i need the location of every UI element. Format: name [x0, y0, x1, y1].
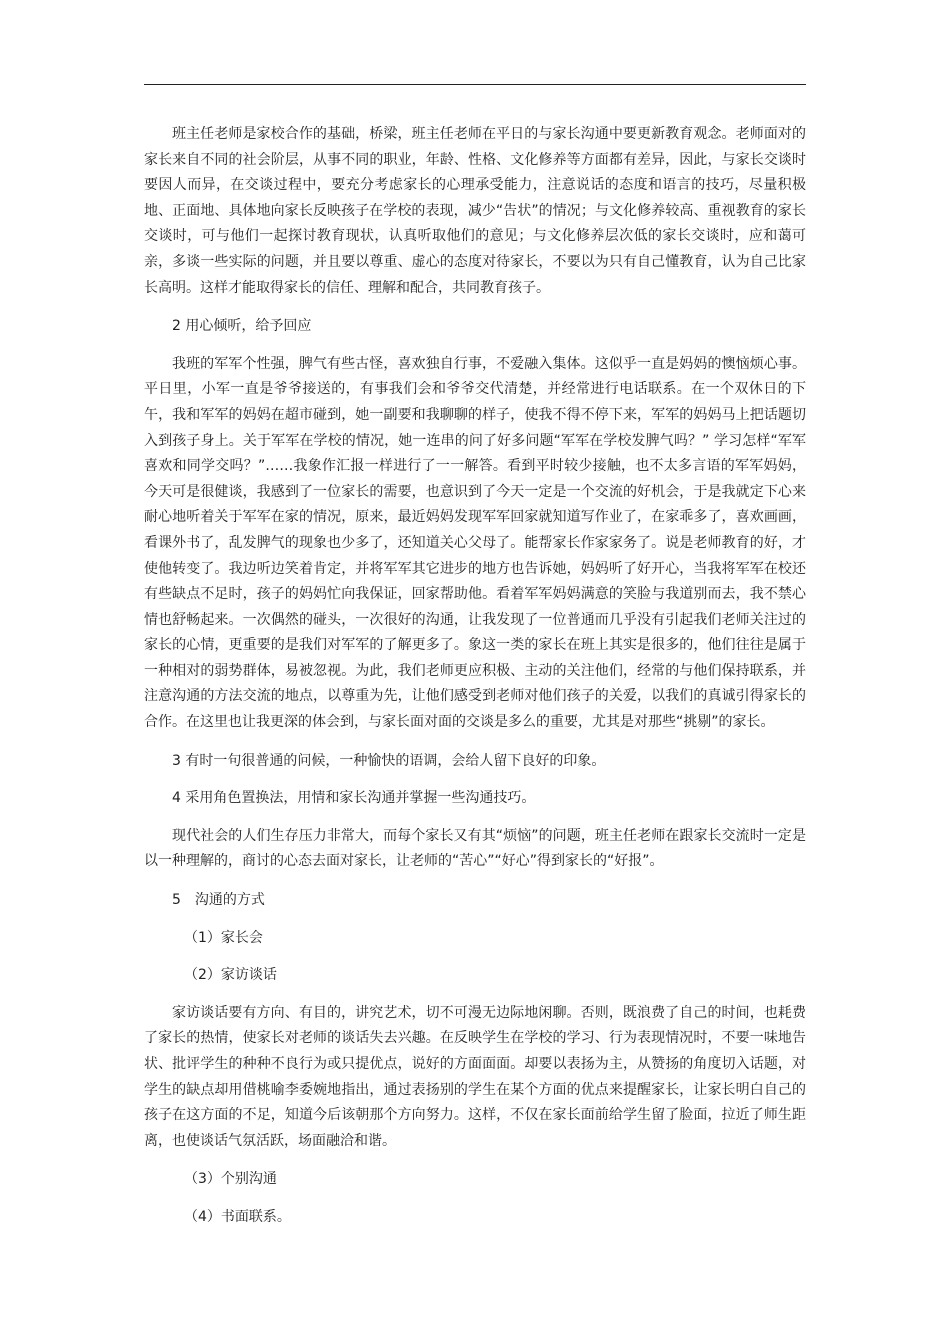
header-rule: [144, 84, 806, 85]
section-heading-2: 2 用心倾听，给予回应: [172, 318, 312, 335]
document-body: [144, 122, 806, 1231]
paragraph-role-swap: 现代社会的人们生存压力非常大，而每个家长又有其“烦恼”的问题，班主任老师在跟家长交流时一定是以一种理解的，商讨的心态去面对家长，让老师的“苦心”“好心”得到家长的“好报”。: [144, 827, 806, 870]
subitem-written: （4）书面联系。: [184, 1208, 291, 1225]
section-heading-5: 5 沟通的方式: [172, 892, 265, 909]
section-heading-4: 4 采用角色置换法，用情和家长沟通并掌握一些沟通技巧。: [172, 790, 536, 807]
subitem-individual: （3）个别沟通: [184, 1171, 277, 1188]
subitem-parent-meeting: （1）家长会: [184, 929, 263, 946]
paragraph-home-visit: 家访谈话要有方向、有目的，讲究艺术，切不可漫无边际地闲聊。否则，既浪费了自己的时间，也耗费了家长的热情，使家长对老师的谈话失去兴趣。在反映学生在学校的学习、行为表现情况时，不要一味地告状、批评学生的种种不良行为或只提优点，说好的方面面面。却要以表扬为主，从赞扬的角度切入话题，对学生的缺点却用借桃喻李委婉地指出，通过表扬别的学生在某个方面的优点来提醒家长，让家长明白自己的孩子在这方面的不足，知道今后该朝那个方向努力。这样，不仅在家长面前给学生留了脸面，拉近了师生距离，也使谈话气氛活跃，场面融洽和谐。: [144, 1004, 806, 1149]
subitem-home-visit: （2）家访谈话: [184, 967, 277, 984]
section-heading-3: 3 有时一句很普通的问候，一种愉快的语调，会给人留下良好的印象。: [172, 752, 606, 769]
paragraph-junjun-story: 我班的军军个性强，脾气有些古怪，喜欢独自行事，不爱融入集体。这似乎一直是妈妈的懊恼烦心事。平日里，小军一直是爷爷接送的，有事我们会和爷爷交代清楚，并经常进行电话联系。在一个双休日的下午，我和军军的妈妈在超市碰到，她一副要和我聊聊的样子，使我不得不停下来，军军的妈妈马上把话题切入到孩子身上。关于军军在学校的情况，她一连串的问了好多问题“军军在学校发脾气吗？” 学习怎样“军军喜欢和同学交吗？”……我象作汇报一样进行了一一解答。看到平时较少接触，也不太多言语的军军妈妈，今天可是很健谈，我感到了一位家长的需要，也意识到了今天一定是一个交流的好机会，于是我就定下心来耐心地听着关于军军在家的情况，原来，最近妈妈发现军军回家就知道写作业了，在家乖多了，喜欢画画，看课外书了，乱发脾气的现象也少多了，还知道关心父母了。能帮家长作家家务了。说是老师教育的好，才使他转变了。我边听边笑着肯定，并将军军其它进步的地方也告诉她，妈妈听了好开心，当我将军军在校还有些缺点不足时，孩子的妈妈忙向我保证，回家帮助他。看着军军妈妈满意的笑脸与我道别而去，我不禁心情也舒畅起来。一次偶然的碰头，一次很好的沟通，让我发现了一位普通而几乎没有引起我们老师关注过的家长的心情，更重要的是我们对军军的了解更多了。象这一类的家长在班上其实是很多的，他们往往是属于一种相对的弱势群体，易被忽视。为此，我们老师更应积极、主动的关注他们，经常的与他们保持联系，并注意沟通的方法交流的地点，以尊重为先，让他们感受到老师对他们孩子的关爱，以我们的真诚引得家长的合作。在这里也让我更深的体会到，与家长面对面的交谈是多么的重要，尤其是对那些“挑剔”的家长。: [144, 355, 806, 731]
paragraph-intro: 班主任老师是家校合作的基础，桥梁，班主任老师在平日的与家长沟通中要更新教育观念。老师面对的家长来自不同的社会阶层，从事不同的职业，年龄、性格、文化修养等方面都有差异，因此，与家长交谈时要因人而异，在交谈过程中，要充分考虑家长的心理承受能力，注意说话的态度和语言的技巧，尽量积极地、正面地、具体地向家长反映孩子在学校的表现，减少“告状”的情况；与文化修养较高、重视教育的家长交谈时，可与他们一起探讨教育现状，认真听取他们的意见；与文化修养层次低的家长交谈时，应和蔼可亲，多谈一些实际的问题，并且要以尊重、虚心的态度对待家长，不要以为只有自己懂教育，认为自己比家长高明。这样才能取得家长的信任、理解和配合，共同教育孩子。: [144, 126, 806, 296]
